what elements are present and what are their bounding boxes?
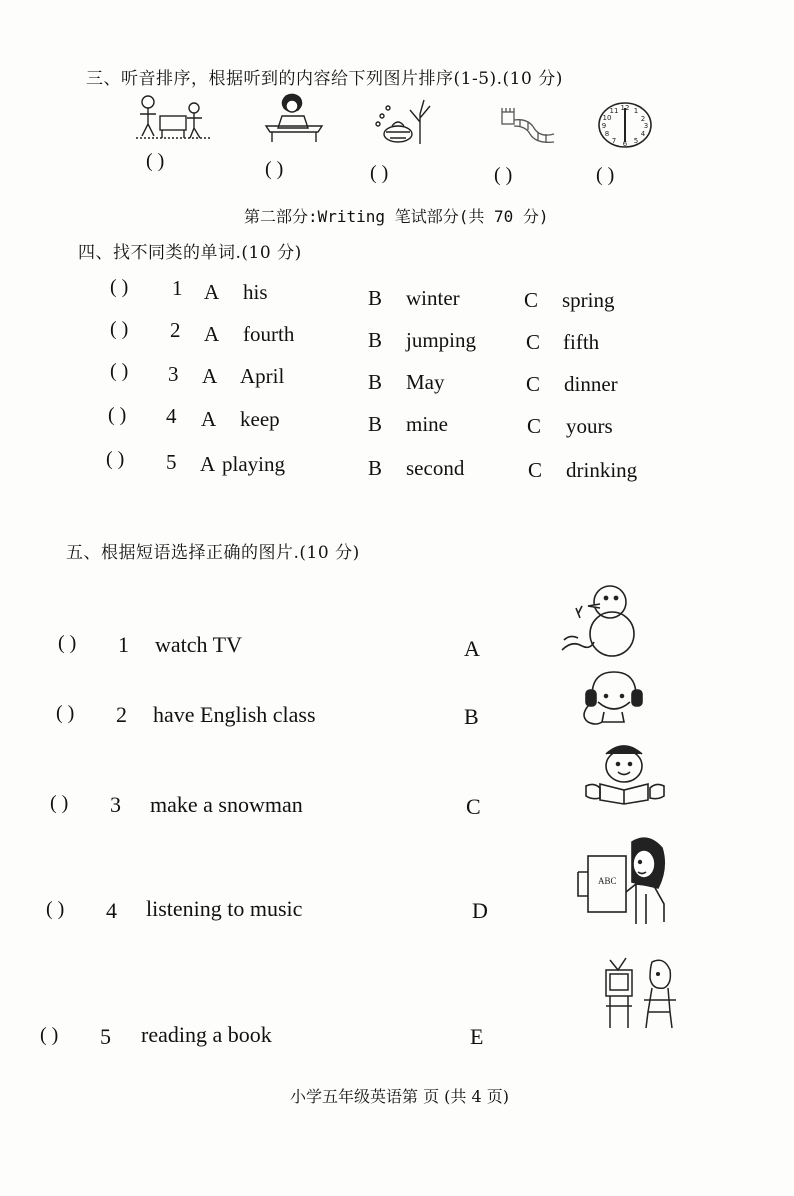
children-playing-icon — [132, 92, 212, 142]
svg-text:1: 1 — [633, 107, 639, 115]
tree-and-basket-icon — [372, 94, 436, 146]
phrase: make a snowman — [150, 792, 303, 817]
question-number: 3 — [110, 792, 121, 817]
svg-text:7: 7 — [611, 137, 617, 145]
option-b-word: jumping — [406, 328, 477, 352]
watching-tv-icon — [600, 956, 680, 1032]
option-a-word: April — [240, 364, 285, 388]
option-a-letter: A — [200, 452, 216, 476]
headphones-icon — [576, 668, 646, 726]
question-number: 3 — [168, 362, 179, 386]
option-c-letter: C — [528, 458, 543, 482]
section-3-blank-3[interactable]: ( ) — [370, 162, 389, 184]
girl-at-desk-icon — [258, 92, 328, 144]
answer-paren[interactable]: ( ) — [106, 448, 125, 470]
option-b-word: second — [406, 456, 465, 480]
svg-text:6: 6 — [622, 140, 628, 148]
option-c-letter: C — [524, 288, 539, 312]
svg-text:11: 11 — [609, 107, 619, 115]
option-c-word: drinking — [566, 458, 638, 482]
option-c-word: yours — [566, 414, 613, 438]
option-letter: D — [472, 898, 488, 923]
svg-text:12: 12 — [620, 104, 630, 112]
option-c-word: spring — [562, 288, 615, 312]
answer-paren[interactable]: ( ) — [110, 360, 129, 382]
question-number: 4 — [106, 898, 117, 923]
option-b-word: May — [406, 370, 445, 394]
section-3-blank-1[interactable]: ( ) — [146, 150, 165, 172]
option-a-letter: A — [204, 280, 220, 304]
option-a-letter: A — [202, 364, 218, 388]
option-b-letter: B — [368, 328, 383, 352]
option-b-letter: B — [368, 456, 383, 480]
svg-text:3: 3 — [643, 122, 649, 130]
option-b-word: mine — [406, 412, 448, 436]
svg-text:2: 2 — [640, 115, 646, 123]
question-number: 2 — [116, 702, 127, 727]
option-a-word: fourth — [243, 322, 295, 346]
section-5-title: 五、根据短语选择正确的图片.(10 分) — [66, 543, 360, 563]
section-3-blank-5[interactable]: ( ) — [596, 164, 615, 186]
teacher-board-icon — [574, 834, 668, 930]
question-number: 2 — [170, 318, 181, 342]
question-number: 4 — [166, 404, 177, 428]
svg-text:8: 8 — [604, 130, 610, 138]
phrase: listening to music — [146, 896, 303, 921]
option-a-letter: A — [201, 407, 217, 431]
option-letter: B — [464, 704, 479, 729]
option-letter: C — [466, 794, 481, 819]
svg-text:5: 5 — [633, 137, 639, 145]
option-a-word: his — [243, 280, 268, 304]
option-b-letter: B — [368, 370, 383, 394]
question-number: 5 — [166, 450, 177, 474]
option-b-letter: B — [368, 286, 383, 310]
option-b-word: winter — [406, 286, 460, 310]
svg-text:4: 4 — [640, 130, 646, 138]
section-3-title: 三、听音排序，根据听到的内容给下列图片排序(1-5).(10 分) — [86, 69, 563, 89]
question-number: 5 — [100, 1024, 111, 1049]
phrase: have English class — [153, 702, 316, 727]
question-number: 1 — [172, 276, 183, 300]
clock-icon — [596, 100, 654, 150]
option-a-word: playing — [222, 452, 285, 476]
option-c-word: dinner — [564, 372, 618, 396]
section-4-title: 四、找不同类的单词.(10 分) — [78, 243, 302, 263]
phrase: reading a book — [141, 1022, 272, 1047]
svg-text:ABC: ABC — [598, 876, 617, 886]
answer-paren[interactable]: ( ) — [58, 632, 77, 654]
answer-paren[interactable]: ( ) — [40, 1024, 59, 1046]
answer-paren[interactable]: ( ) — [108, 404, 127, 426]
option-a-word: keep — [240, 407, 280, 431]
section-3-blank-2[interactable]: ( ) — [265, 158, 284, 180]
svg-text:9: 9 — [601, 122, 607, 130]
option-letter: A — [464, 636, 480, 661]
option-c-letter: C — [527, 414, 542, 438]
page-footer: 小学五年级英语第 页 (共 4 页) — [290, 1087, 510, 1106]
answer-paren[interactable]: ( ) — [50, 792, 69, 814]
phrase: watch TV — [155, 632, 242, 657]
option-letter: E — [470, 1024, 484, 1049]
section-3-blank-4[interactable]: ( ) — [494, 164, 513, 186]
option-a-letter: A — [204, 322, 220, 346]
great-wall-icon — [498, 98, 558, 148]
answer-paren[interactable]: ( ) — [110, 276, 129, 298]
svg-text:10: 10 — [602, 114, 612, 122]
question-number: 1 — [118, 632, 129, 657]
answer-paren[interactable]: ( ) — [46, 898, 65, 920]
option-b-letter: B — [368, 412, 383, 436]
snowman-icon — [560, 582, 642, 658]
option-c-letter: C — [526, 372, 541, 396]
answer-paren[interactable]: ( ) — [110, 318, 129, 340]
answer-paren[interactable]: ( ) — [56, 702, 75, 724]
option-c-letter: C — [526, 330, 541, 354]
part-2-title: 第二部分:Writing 笔试部分(共 70 分) — [244, 207, 549, 226]
boy-reading-icon — [582, 740, 668, 806]
option-c-word: fifth — [563, 330, 600, 354]
